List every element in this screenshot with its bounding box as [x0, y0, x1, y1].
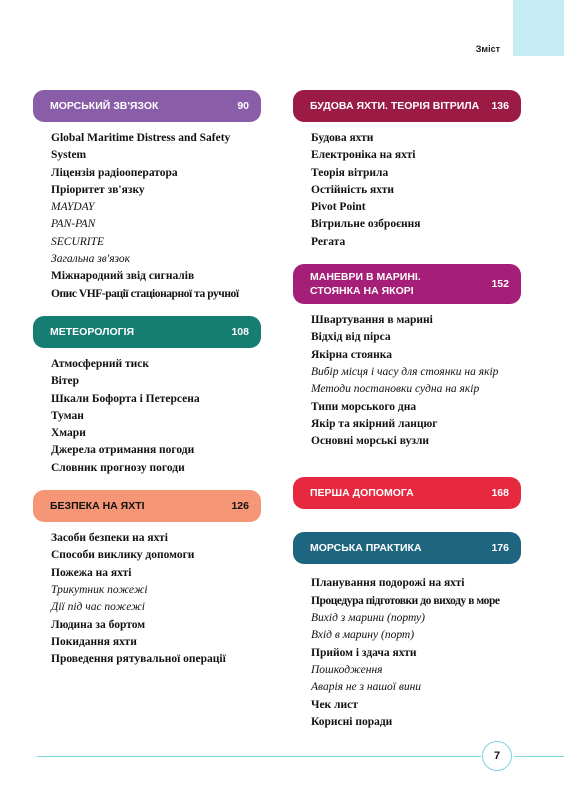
toc-entry[interactable]: Людина за бортом: [51, 618, 146, 631]
section-page-number: 152: [491, 278, 509, 291]
section-title: ПЕРША ДОПОМОГА: [310, 487, 414, 500]
toc-entry[interactable]: Загальна зв'язок: [51, 253, 131, 266]
toc-entry[interactable]: Будова яхти: [311, 132, 374, 144]
toc-entry[interactable]: Остійність яхти: [311, 183, 395, 196]
toc-section-first-aid: [293, 477, 521, 509]
section-header[interactable]: [293, 264, 521, 304]
toc-entry[interactable]: Прийом і здача яхти: [311, 646, 417, 659]
section-header[interactable]: [293, 477, 521, 509]
toc-entry[interactable]: Якір та якірний ланцюг: [311, 417, 438, 430]
toc-entry[interactable]: Типи морського дна: [311, 400, 417, 413]
section-items: [293, 575, 521, 731]
toc-column-left: [33, 90, 261, 681]
section-header[interactable]: [33, 490, 261, 522]
toc-entry[interactable]: Вхід в марину (порт): [311, 629, 415, 642]
toc-entry[interactable]: Пожежа на яхті: [51, 566, 132, 579]
section-header[interactable]: [33, 316, 261, 348]
footer-line: [514, 756, 564, 757]
toc-entry[interactable]: Способи виклику допомоги: [51, 549, 195, 562]
toc-entry[interactable]: Вибір місця і часу для стоянки на якір: [311, 365, 499, 378]
section-header[interactable]: [293, 90, 521, 122]
section-title: МОРСЬКИЙ ЗВ'ЯЗОК: [50, 100, 159, 112]
toc-entry[interactable]: PAN-PAN: [51, 218, 96, 231]
section-title: БУДОВА ЯХТИ. ТЕОРІЯ ВІТРИЛА: [310, 100, 480, 112]
toc-entry[interactable]: Проведення рятувальної операції: [51, 653, 226, 666]
toc-entry[interactable]: SECURITE: [51, 235, 105, 248]
section-title-line: СТОЯНКА НА ЯКОРІ: [310, 285, 414, 298]
toc-entry[interactable]: Якірна стоянка: [311, 348, 392, 361]
section-items: [33, 130, 261, 303]
toc-entry[interactable]: Відхід від пірса: [311, 331, 391, 344]
toc-entry[interactable]: Дії під час пожежі: [51, 601, 145, 614]
section-items: [293, 312, 521, 450]
toc-section-yacht-structure: [293, 90, 521, 251]
section-title-line: МАНЕВРИ В МАРИНІ.: [310, 271, 421, 284]
section-items: [293, 130, 521, 251]
toc-entry[interactable]: Туман: [51, 409, 84, 422]
page-number: 7: [482, 741, 512, 771]
toc-entry[interactable]: Global Maritime Distress and Safety: [51, 132, 231, 144]
section-title: МОРСЬКА ПРАКТИКА: [310, 542, 422, 555]
section-page-number: 126: [231, 500, 249, 513]
section-page-number: 168: [491, 487, 509, 500]
page-header: Зміст: [475, 44, 500, 54]
toc-section-safety: [33, 490, 261, 668]
toc-entry[interactable]: Шкали Бофорта і Петерсена: [51, 392, 200, 405]
toc-entry[interactable]: Покидання яхти: [51, 635, 137, 648]
toc-entry[interactable]: System: [51, 149, 87, 162]
toc-entry[interactable]: Трикутник пожежі: [51, 583, 148, 596]
toc-entry[interactable]: Вітрильне озброєння: [311, 218, 421, 231]
toc-entry[interactable]: Засоби безпеки на яхті: [51, 532, 168, 545]
toc-entry[interactable]: Електроніка на яхті: [311, 149, 416, 162]
toc-section-communication: [33, 90, 261, 303]
section-title: [310, 270, 421, 298]
toc-entry[interactable]: Опис VHF-рації стаціонарної та ручної: [51, 287, 239, 300]
corner-tab: [513, 0, 564, 56]
toc-entry[interactable]: Чек лист: [311, 698, 358, 711]
toc-entry[interactable]: Процедура підготовки до виходу в море: [311, 594, 500, 607]
section-header[interactable]: [293, 532, 521, 564]
toc-entry[interactable]: Атмосферний тиск: [51, 357, 149, 370]
toc-entry[interactable]: Пошкодження: [311, 663, 383, 676]
section-page-number: 108: [231, 325, 249, 338]
toc-entry[interactable]: Хмари: [51, 427, 86, 440]
toc-entry[interactable]: Корисні поради: [311, 715, 393, 728]
section-page-number: 176: [491, 542, 509, 555]
toc-entry[interactable]: Джерела отримання погоди: [51, 444, 195, 457]
toc-entry[interactable]: Словник прогнозу погоди: [51, 461, 185, 474]
toc-entry[interactable]: Пріоритет зв'язку: [51, 183, 145, 196]
section-title: БЕЗПЕКА НА ЯХТІ: [50, 500, 145, 513]
toc-entry[interactable]: Ліцензія радіооператора: [51, 166, 178, 179]
toc-entry[interactable]: Міжнародний звід сигналів: [51, 270, 195, 283]
section-page-number: 136: [491, 100, 509, 112]
toc-entry[interactable]: Планування подорожі на яхті: [311, 577, 465, 590]
toc-entry[interactable]: Теорія вітрила: [311, 166, 389, 179]
toc-entry[interactable]: Вихід з марини (порту): [311, 612, 425, 625]
toc-section-meteorology: [33, 316, 261, 477]
toc-entry[interactable]: Регата: [311, 235, 346, 248]
toc-entry[interactable]: Вітер: [51, 375, 80, 388]
toc-section-maneuvers: [293, 264, 521, 450]
toc-column-right: [293, 90, 521, 744]
toc-entry[interactable]: Основні морські вузли: [311, 435, 430, 448]
section-items: [33, 356, 261, 477]
toc-section-practice: [293, 532, 521, 731]
toc-entry[interactable]: Pivot Point: [311, 201, 366, 214]
toc-entry[interactable]: Швартування в марині: [311, 314, 433, 327]
toc-entry[interactable]: MAYDAY: [51, 201, 95, 214]
toc-entry[interactable]: Аварія не з нашої вини: [311, 681, 422, 694]
section-page-number: 90: [237, 100, 249, 112]
section-header[interactable]: [33, 90, 261, 122]
section-items: [33, 530, 261, 668]
section-title: МЕТЕОРОЛОГІЯ: [50, 325, 135, 338]
footer-line: [37, 756, 481, 757]
toc-entry[interactable]: Методи постановки судна на якір: [311, 383, 480, 396]
